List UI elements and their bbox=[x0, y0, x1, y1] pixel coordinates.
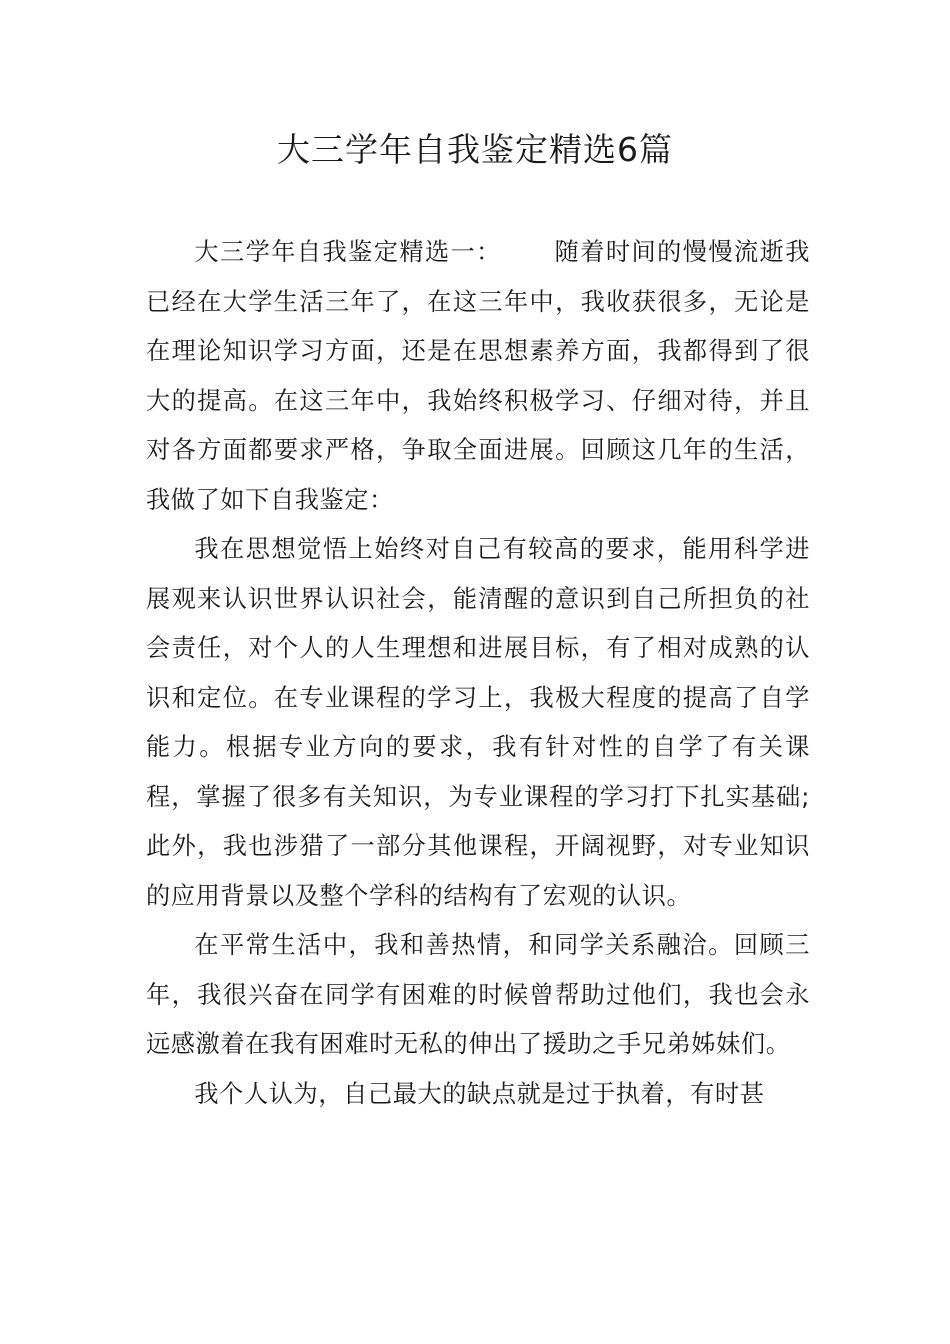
intro-label: 大三学年自我鉴定精选一： bbox=[194, 238, 502, 266]
document-title: 大三学年自我鉴定精选6篇 bbox=[277, 130, 673, 169]
document-body bbox=[146, 228, 810, 1119]
paragraph-1 bbox=[146, 228, 810, 525]
paragraph-3: 在平常生活中，我和善热情，和同学关系融洽。回顾三年，我很兴奋在同学有困难的时候曾帮助过他们，我也会永远感激着在我有困难时无私的伸出了援助之手兄弟姊妹们。 bbox=[146, 931, 810, 1058]
paragraph-4: 我个人认为，自己最大的缺点就是过于执着，有时甚 bbox=[194, 1079, 765, 1108]
paragraph-2: 我在思想觉悟上始终对自己有较高的要求，能用科学进展观来认识世界认识社会，能清醒的意识到自己所担负的社会责任，对个人的人生理想和进展目标，有了相对成熟的认识和定位。在专业课程的学习上，我极大程度的提高了自学能力。根据专业方向的要求，我有针对性的自学了有关课程，掌握了很多有关知识，为专业课程的学习打下扎实基础;此外，我也涉猎了一部分其他课程，开阔视野，对专业知识的应用背景以及整个学科的结构有了宏观的认识。 bbox=[146, 535, 810, 910]
paragraph-1-text: 随着时间的慢慢流逝我已经在大学生活三年了，在这三年中，我收获很多，无论是在理论知识学习方面，还是在思想素养方面，我都得到了很大的提高。在这三年中，我始终积极学习、仔细对待，并且对各方面都要求严格，争取全面进展。回顾这几年的生活，我做了如下自我鉴定： bbox=[146, 238, 810, 514]
